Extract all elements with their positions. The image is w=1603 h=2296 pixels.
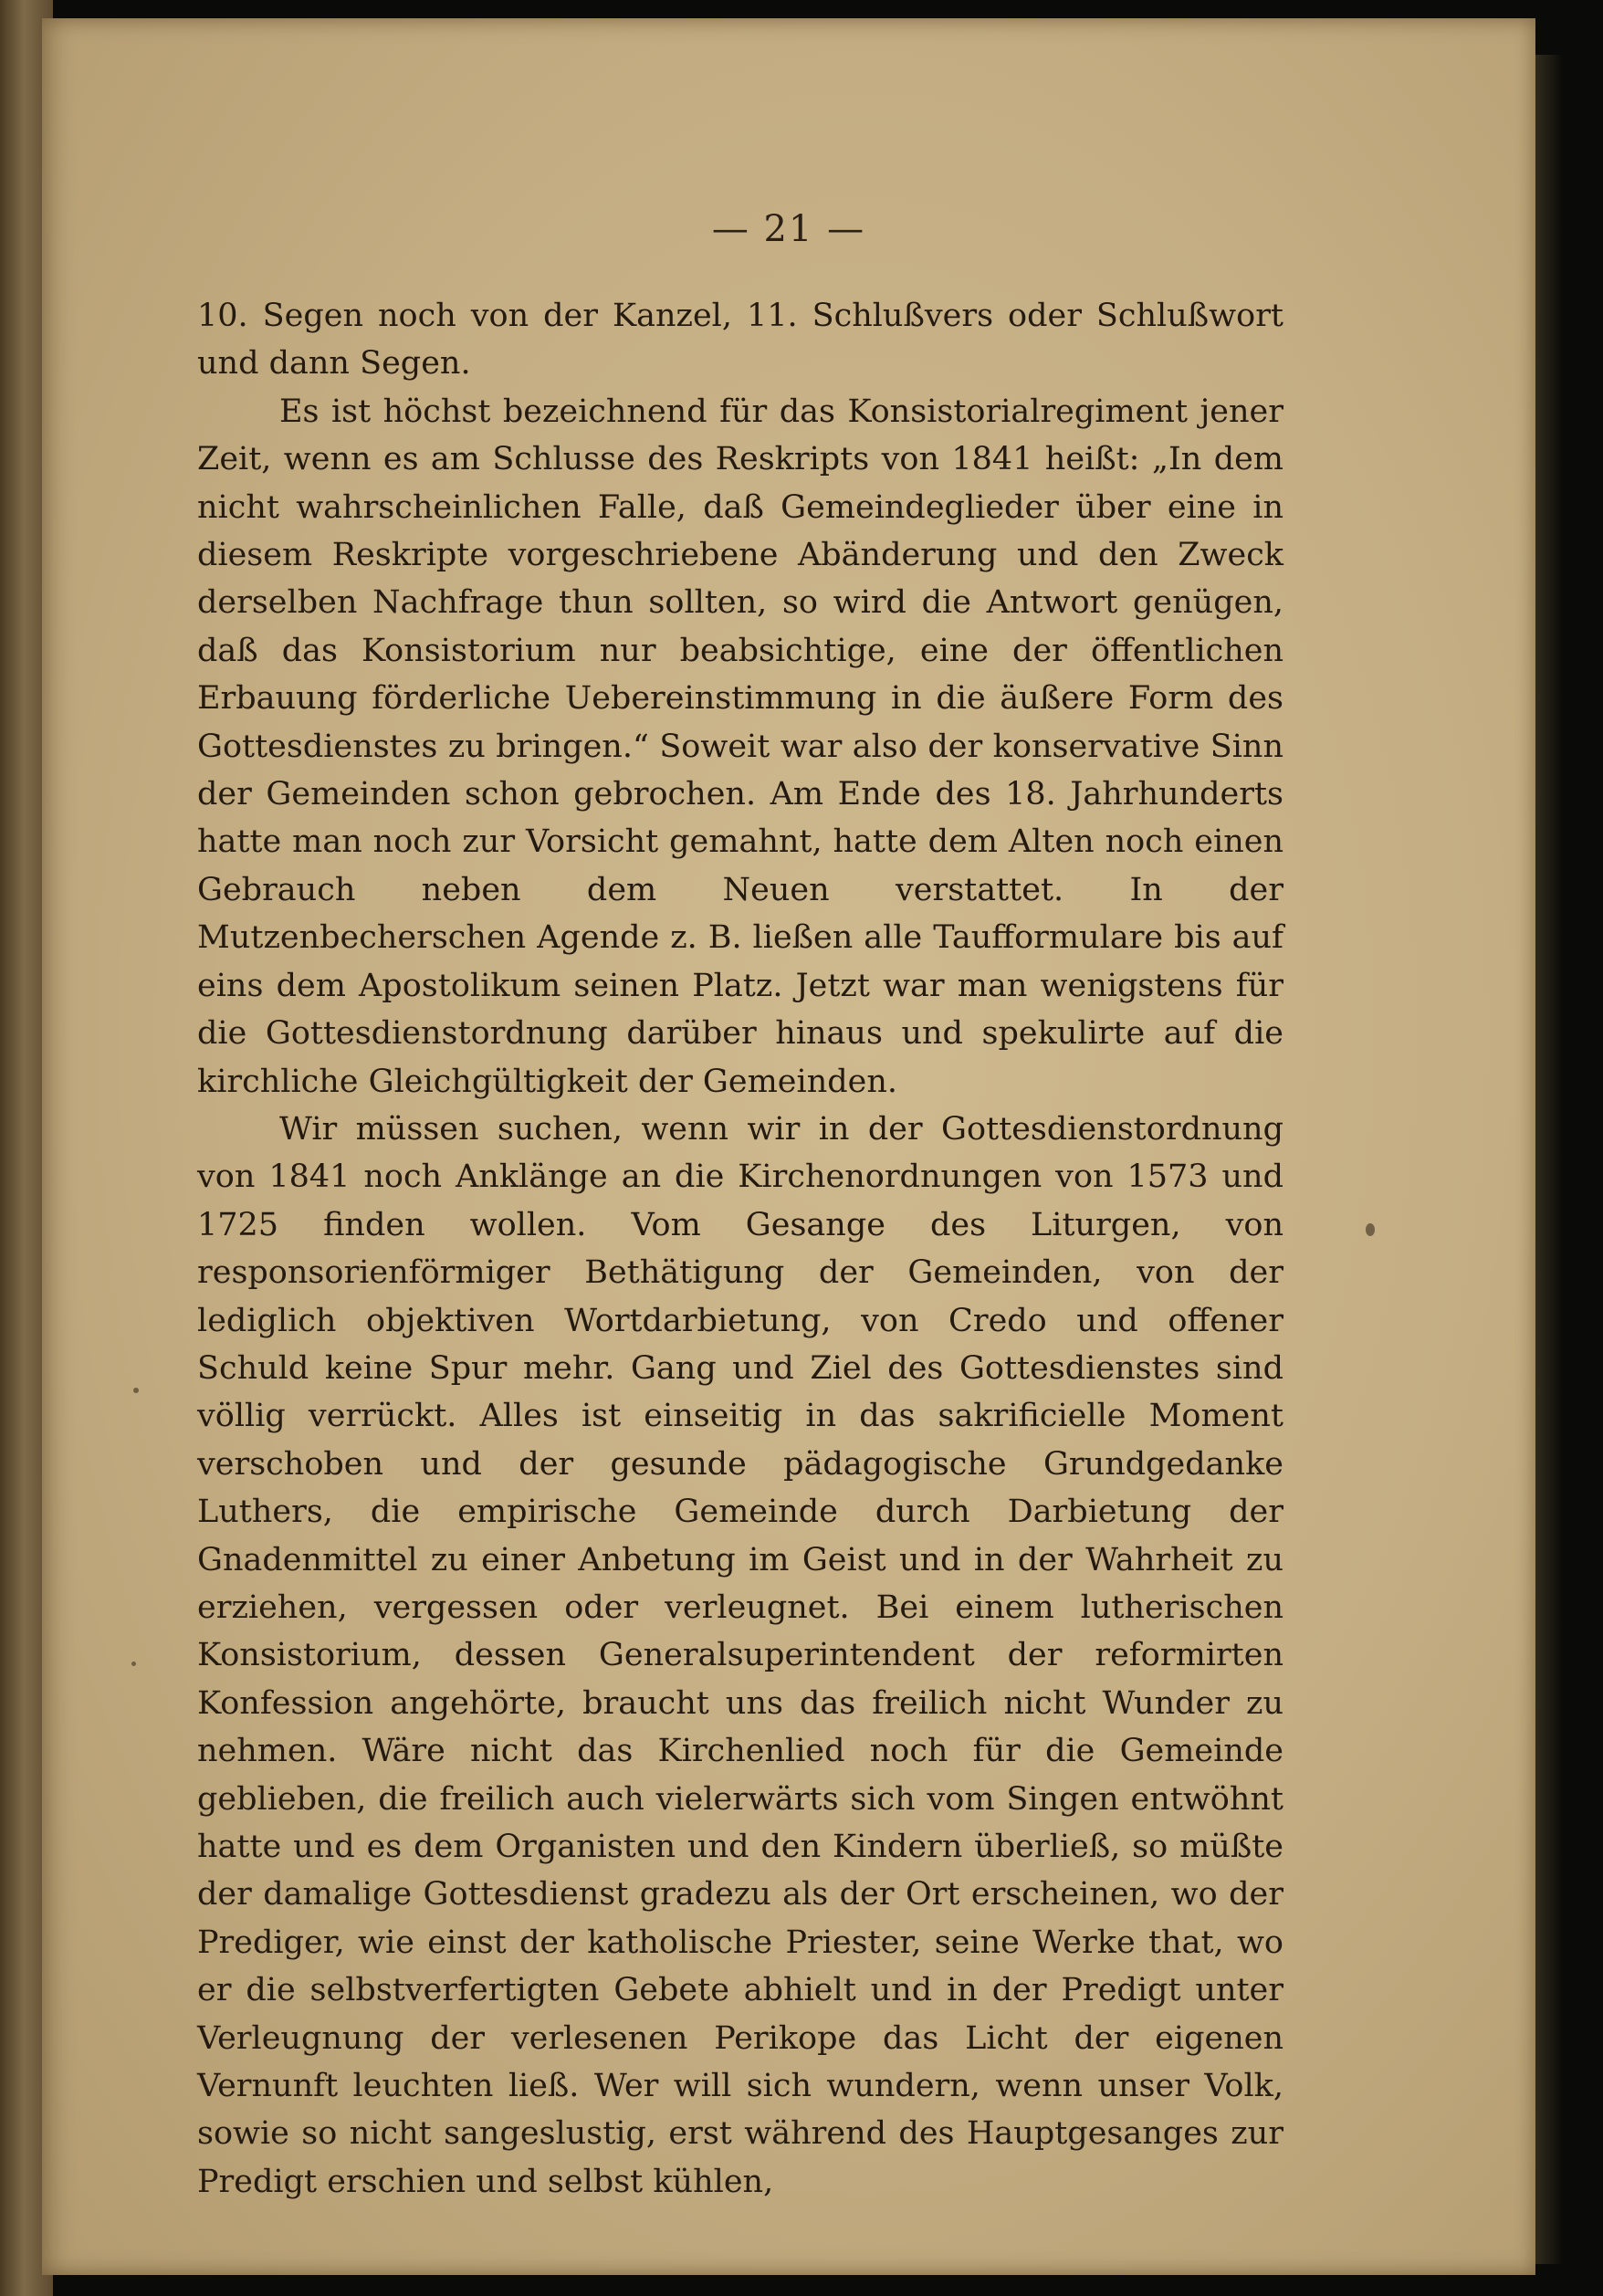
paper-speck — [1366, 1223, 1375, 1236]
book-page — [42, 18, 1535, 2275]
body-text — [197, 292, 1283, 2206]
paragraph-2: Es ist höchst bezeichnend für das Konsistorialregiment jener Zeit, wenn es am Schlusse des Reskripts von 1841 heißt: „In dem nicht wahrscheinlichen Falle, daß Gemeindeglieder über eine in diesem Reskripte vorgeschriebene Abänderung und den Zweck derselben Nachfrage thun sollten, so wird die Antwort genügen, daß das Konsistorium nur beabsichtige, eine der öffentlichen Erbauung förderliche Uebereinstimmung in die äußere Form des Gottesdienstes zu bringen.“ Soweit war also der konservative Sinn der Gemeinden schon gebrochen. Am Ende des 18. Jahrhunderts hatte man noch zur Vorsicht gemahnt, hatte dem Alten noch einen Gebrauch neben dem Neuen verstattet. In der Mutzenbecherschen Agende z. B. ließen alle Taufformulare bis auf eins dem Apostolikum seinen Platz. Jetzt war man wenigstens für die Gottesdienstordnung darüber hinaus und spekulirte auf die kirchliche Gleichgültigkeit der Gemeinden. — [197, 393, 1283, 1100]
paragraph-1: 10. Segen noch von der Kanzel, 11. Schlußvers oder Schlußwort und dann Segen. — [197, 298, 1283, 383]
book-edge — [1535, 55, 1563, 2264]
paper-speck — [133, 1388, 139, 1393]
paper-speck — [131, 1662, 136, 1666]
page-number: — 21 — — [711, 208, 866, 250]
paragraph-3: Wir müssen suchen, wenn wir in der Gottesdienstordnung von 1841 noch Anklänge an die Kirchenordnungen von 1573 und 1725 finden wollen. Vom Gesange des Liturgen, von responsorienförmiger Bethätigung der Gemeinden, von der lediglich objektiven Wortdarbietung, von Credo und offener Schuld keine Spur mehr. Gang und Ziel des Gottesdienstes sind völlig verrückt. Alles ist einseitig in das sakrificielle Moment verschoben und der gesunde pädagogische Grundgedanke Luthers, die empirische Gemeinde durch Darbietung der Gnadenmittel zu einer Anbetung im Geist und in der Wahrheit zu erziehen, vergessen oder verleugnet. Bei einem lutherischen Konsistorium, dessen Generalsuperintendent der reformirten Konfession angehörte, braucht uns das freilich nicht Wunder zu nehmen. Wäre nicht das Kirchenlied noch für die Gemeinde geblieben, die freilich auch vielerwärts sich vom Singen entwöhnt hatte und es dem Organisten und den Kindern überließ, so müßte der damalige Gottesdienst gradezu als der Ort erscheinen, wo der Prediger, wie einst der katholische Priester, seine Werke that, wo er die selbstverfertigten Gebete abhielt und in der Predigt unter Verleugnung der verlesenen Perikope das Licht der eigenen Vernunft leuchten ließ. Wer will sich wundern, wenn unser Volk, sowie so nicht sangeslustig, erst während des Hauptgesanges zur Predigt erschien und selbst kühlen, — [197, 1110, 1283, 2200]
